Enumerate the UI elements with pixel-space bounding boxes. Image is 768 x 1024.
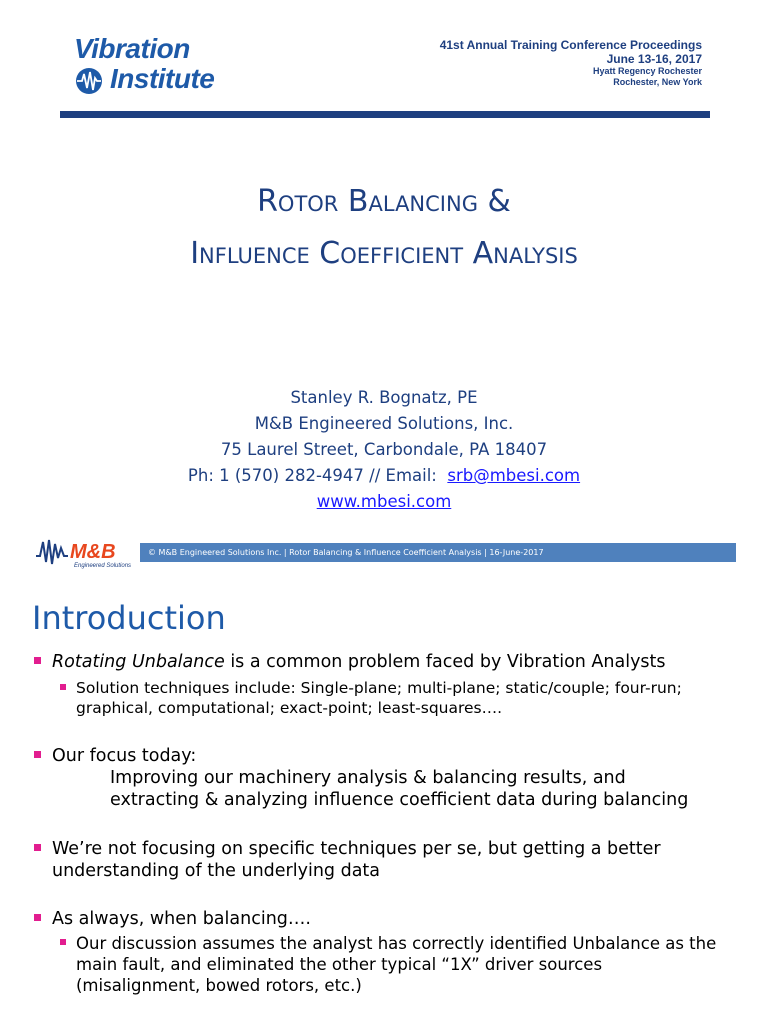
bullet-focus-today: Our focus today: — [52, 745, 732, 767]
conference-dates: June 13-16, 2017 — [606, 52, 702, 66]
vibration-institute-logo-line1: Vibration — [74, 33, 190, 64]
bullet-italic-term: Rotating Unbalance — [52, 652, 225, 672]
bullet-as-always: As always, when balancing…. — [52, 908, 732, 930]
header-divider — [60, 111, 710, 118]
bullet-text: is a common problem faced by Vibration Analysts — [224, 652, 666, 672]
subbullet-discussion-assumes: Our discussion assumes the analyst has correctly identified Unbalance as the main fault, and eliminated the other typical “1X” driver sources (misalignment, bowed rotors, etc.) — [76, 933, 726, 996]
footer-band-text: © M&B Engineered Solutions Inc. | Rotor Balancing & Influence Coefficient Analysis | 16-June-2017 — [148, 548, 544, 557]
focus-line-1: Improving our machinery analysis & balancing results, and — [110, 768, 626, 788]
bullet-not-focusing: We’re not focusing on specific techniques per se, but getting a better understanding of the underlying data — [52, 838, 722, 882]
vibration-globe-icon — [74, 66, 104, 96]
bullet-rotating-unbalance — [52, 651, 732, 673]
conference-venue: Hyatt Regency Rochester — [592, 66, 702, 76]
mb-logo-text: M&B — [70, 541, 116, 563]
author-website — [0, 489, 768, 515]
author-phone: Ph: 1 (570) 282-4947 // Email: — [187, 466, 448, 485]
section-heading: Introduction — [32, 599, 226, 637]
mb-engineered-solutions-logo — [34, 534, 138, 570]
conference-title: 41st Annual Training Conference Proceedings — [439, 38, 702, 52]
conference-info — [440, 38, 702, 88]
author-name: Stanley R. Bognatz, PE — [290, 388, 478, 407]
title-line-2: Influence Coefficient Analysis — [190, 236, 578, 271]
author-block — [0, 385, 768, 515]
author-company: M&B Engineered Solutions, Inc. — [254, 414, 514, 433]
vibration-institute-logo-line2: Institute — [110, 63, 215, 94]
website-link[interactable]: www.mbesi.com — [316, 492, 452, 511]
subbullet-solution-techniques: Solution techniques include: Single-plane; multi-plane; static/couple; four-run; graphical, computational; exact-point; least-squares…. — [76, 678, 726, 718]
author-address: 75 Laurel Street, Carbondale, PA 18407 — [220, 440, 548, 459]
author-contact — [0, 463, 768, 489]
title-line-1: Rotor Balancing & — [257, 184, 511, 219]
conference-location: Rochester, New York — [613, 77, 702, 87]
focus-line-2: extracting & analyzing influence coefficient data during balancing — [110, 790, 689, 810]
email-link[interactable]: srb@mbesi.com — [447, 466, 581, 485]
mb-logo-subtext: Engineered Solutions — [74, 563, 132, 569]
